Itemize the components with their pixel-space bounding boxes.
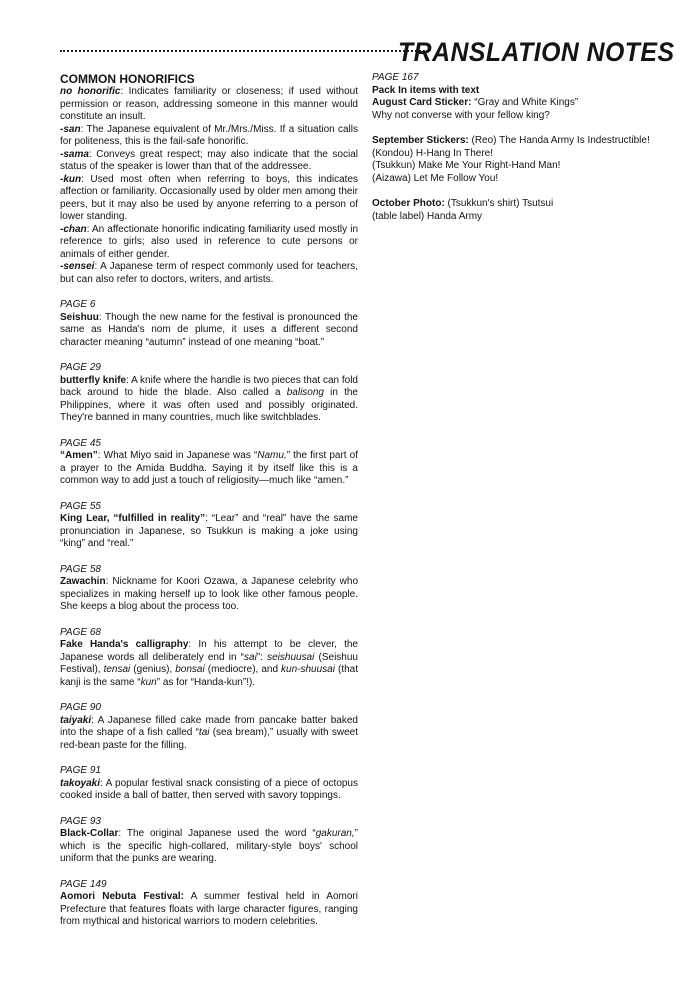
pack-heading: Pack In items with text (372, 84, 480, 96)
note-page-91: PAGE 91 takoyaki: A popular festival snack consisting of a piece of octopus cooked inside a ball of batter, then served with savory toppings. (60, 765, 358, 801)
page-title: TRANSLATION NOTES (397, 37, 674, 67)
note-page-29: PAGE 29 butterfly knife: A knife where the handle is two pieces that can fold back around to hide the blade. Also called a balisong in the Philippines, where it was often used and possibly originated. They're banned in many countries, much like switchblades. (60, 362, 358, 423)
page-label: PAGE 58 (60, 563, 101, 575)
note-page-90: PAGE 90 taiyaki: A Japanese filled cake made from pancake batter baked into the shape of a fish called “tai (sea bream),” usually with sweet red-bean paste for the filling. (60, 702, 358, 751)
right-column (372, 72, 668, 236)
page-label: PAGE 91 (60, 765, 101, 776)
note-page-93: PAGE 93 Black-Collar: The original Japanese used the word “gakuran,” which is the specific high-collared, military-style boys' school uniform that the punks are wearing. (60, 815, 358, 864)
honorific-san: -san: The Japanese equivalent of Mr./Mrs./Miss. If a situation calls for politeness, this is the fail-safe honorific. (60, 123, 358, 147)
note-page-58: PAGE 58 Zawachin: Nickname for Koori Ozawa, a Japanese celebrity who specializes in making herself up to look like other famous people. She keeps a blog about the process too. (60, 563, 358, 612)
page-label: PAGE 93 (60, 815, 101, 827)
september-line: (Aizawa) Let Me Follow You! (372, 172, 499, 184)
october-photo: October Photo: (Tsukkun's shirt) Tsutsui (table label) Handa Army (372, 198, 668, 223)
september-line: (Kondou) H-Hang In There! (372, 147, 493, 159)
page-label: PAGE 68 (60, 626, 101, 638)
honorific-sensei: -sensei: A Japanese term of respect commonly used for teachers, but can also refer to doctors, writers, and artists. (60, 261, 358, 285)
page-label: PAGE 149 (60, 878, 107, 890)
note-page-149: PAGE 149 Aomori Nebuta Festival: A summer festival held in Aomori Prefecture that features floats with large character figures, ranging from mythical and historical warriors to modern celebrities. (60, 878, 358, 927)
page-label: PAGE 167 (372, 72, 419, 83)
honorific-kun: -kun: Used most often when referring to boys, this indicates affection or familiarity. Occasionally used by older men among their peers, but it may also be used by anyone referring to a person of lower standing. (60, 173, 358, 222)
august-line: Why not converse with your fellow king? (372, 109, 550, 121)
page-label: PAGE 6 (60, 299, 96, 310)
note-page-55: PAGE 55 King Lear, “fulfilled in reality”: “Lear” and “real” have the same pronunciation in Japanese, so Tsukkun is making a joke using “king” and “real.” (60, 500, 358, 549)
page-label: PAGE 29 (60, 362, 101, 373)
dotted-rule (60, 50, 428, 52)
honorific-chan: -chan: An affectionate honorific indicating familiarity used mostly in reference to girls; also used in reference to cute persons or animals of either gender. (60, 223, 358, 260)
page-label: PAGE 45 (60, 437, 101, 449)
october-line: (table label) Handa Army (372, 210, 483, 222)
august-sticker: August Card Sticker: “Gray and White Kings” (372, 97, 579, 108)
note-page-167 (372, 72, 668, 122)
page-label: PAGE 55 (60, 500, 101, 512)
note-page-68: PAGE 68 Fake Handa's calligraphy: In his attempt to be clever, the Japanese words all deliberately end in “sai”: seishuusai (Seishuu Festival), tensai (genius), bonsai (mediocre), and kun-shuusai (that kanji is the same “kun” as for “Handa-kun”!). (60, 626, 359, 688)
honorifics-section (60, 72, 358, 286)
september-stickers: September Stickers: (Reo) The Handa Army Is Indestructible! (Kondou) H-Hang In There! (Tsukkun) Make Me Your Right-Hand Man! (Aizawa) Let Me Follow You! (372, 135, 668, 185)
honorific-none: no honorific: Indicates familiarity or closeness; if used without permission or reason, addressing someone in this manner would constitute an insult. (60, 86, 359, 122)
note-page-45: PAGE 45 “Amen”: What Miyo said in Japanese was “Namu,” the first part of a prayer to the Amida Buddha. Saying it by itself like this is a common way to add just a touch of religiosity—much like “amen.” (60, 437, 358, 486)
honorific-sama: -sama: Conveys great respect; may also indicate that the social status of the speaker is lower than that of the addressee. (60, 148, 358, 172)
september-line: (Tsukkun) Make Me Your Right-Hand Man! (372, 160, 561, 171)
header (60, 36, 674, 70)
left-column (60, 72, 358, 942)
page-label: PAGE 90 (60, 702, 101, 713)
note-page-6: PAGE 6 Seishuu: Though the new name for the festival is pronounced the same as Handa's nom de plume, it uses a different second character meaning “autumn” instead of one meaning “boat.” (60, 299, 358, 348)
honorifics-heading: COMMON HONORIFICS (60, 72, 195, 86)
